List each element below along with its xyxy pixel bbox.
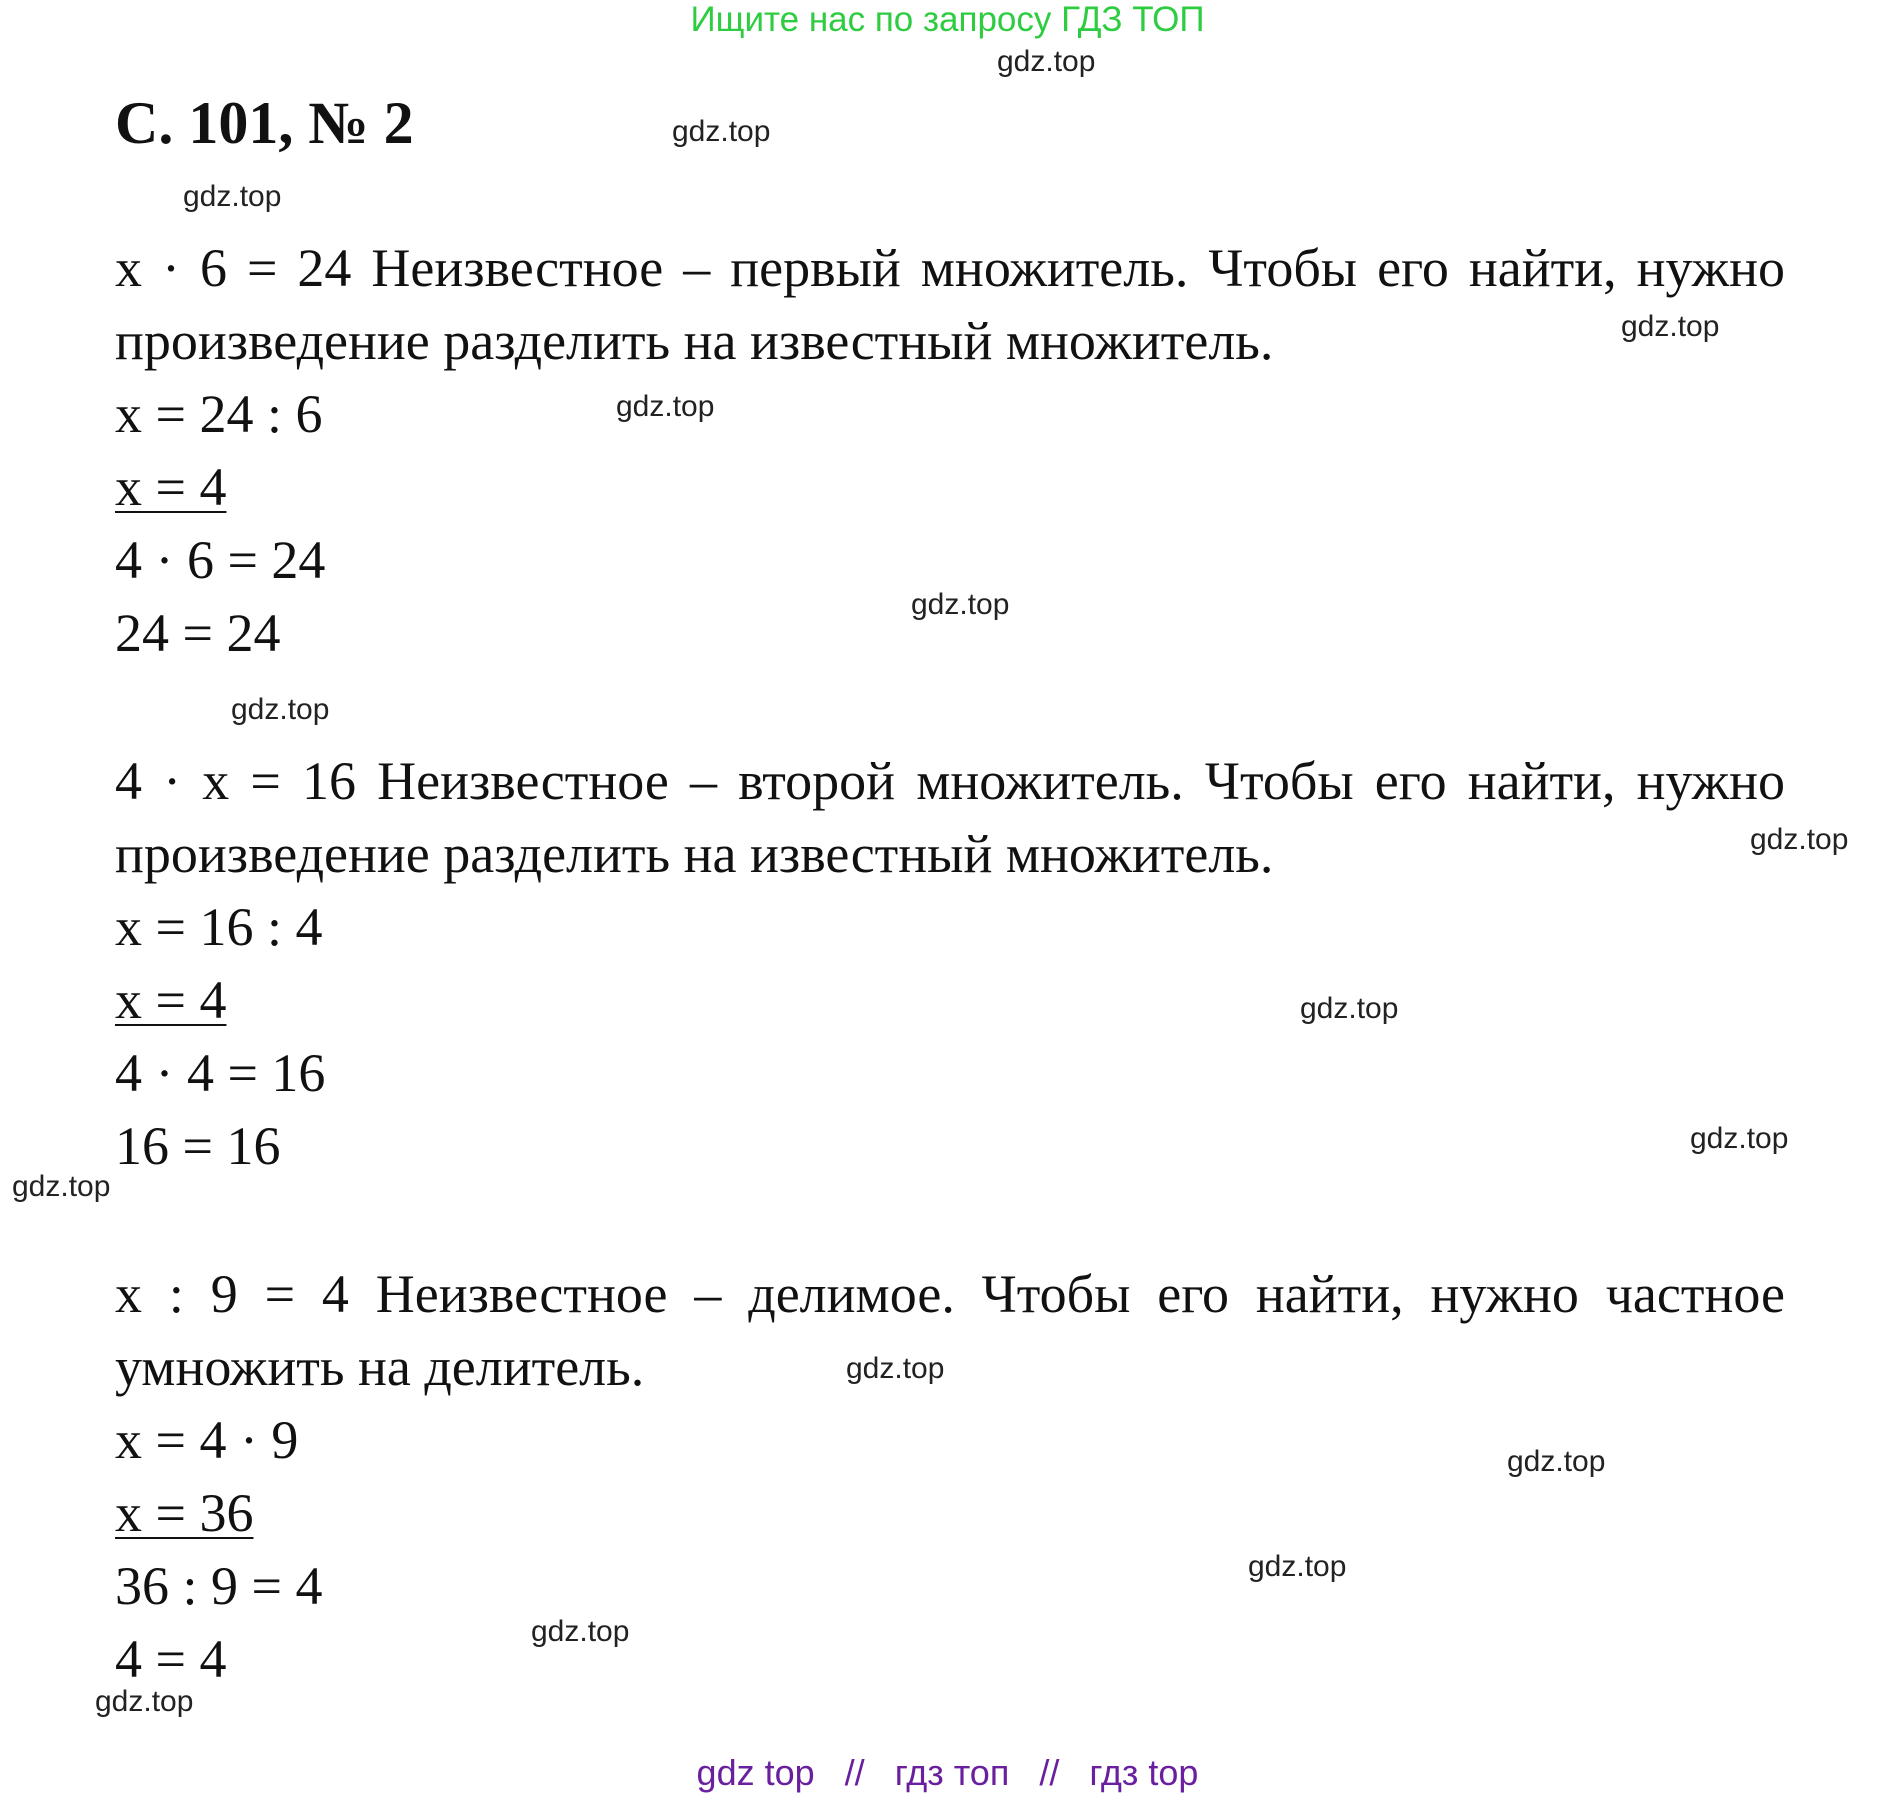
watermark: gdz.top	[672, 115, 771, 148]
watermark: gdz.top	[95, 1685, 194, 1718]
section-3-step-1: x = 4 · 9	[115, 1410, 299, 1470]
watermark: gdz.top	[616, 390, 715, 423]
section-2-check-result: 16 = 16	[115, 1116, 281, 1176]
watermark: gdz.top	[997, 45, 1096, 78]
section-2-answer: x = 4	[115, 970, 227, 1030]
section-2-step-1: x = 16 : 4	[115, 897, 323, 957]
watermark: gdz.top	[1248, 1550, 1347, 1583]
top-banner[interactable]: Ищите нас по запросу ГДЗ ТОП	[690, 0, 1205, 39]
watermark: gdz.top	[231, 693, 330, 726]
watermark: gdz.top	[846, 1352, 945, 1385]
watermark: gdz.top	[1690, 1122, 1789, 1155]
section-2-check: 4 · 4 = 16	[115, 1043, 326, 1103]
section-3-check: 36 : 9 = 4	[115, 1556, 323, 1616]
watermark: gdz.top	[183, 180, 282, 213]
footer-separator: //	[844, 1752, 865, 1793]
watermark: gdz.top	[1750, 823, 1849, 856]
watermark: gdz.top	[531, 1615, 630, 1648]
watermark: gdz.top	[1300, 992, 1399, 1025]
page-title: С. 101, № 2	[115, 90, 414, 156]
section-1-statement: x · 6 = 24 Неизвестное – первый множитель. Чтобы его найти, нужно произведение разделить на известный множитель.	[115, 238, 1785, 371]
watermark: gdz.top	[1507, 1445, 1606, 1478]
section-3-answer: x = 36	[115, 1483, 254, 1543]
section-3-check-result: 4 = 4	[115, 1629, 227, 1689]
watermark: gdz.top	[12, 1170, 111, 1203]
section-1-check: 4 · 6 = 24	[115, 530, 326, 590]
watermark: gdz.top	[911, 588, 1010, 621]
footer-links	[0, 1752, 1895, 1793]
footer-link-2[interactable]: гдз топ	[894, 1752, 1010, 1793]
section-1-check-result: 24 = 24	[115, 603, 281, 663]
footer-link-1[interactable]: gdz top	[696, 1752, 815, 1793]
footer-separator: //	[1039, 1752, 1060, 1793]
section-1-step-1: x = 24 : 6	[115, 384, 323, 444]
footer-link-3[interactable]: гдз top	[1089, 1752, 1199, 1793]
section-3-statement: x : 9 = 4 Неизвестное – делимое. Чтобы его найти, нужно частное умножить на делитель.	[115, 1264, 1785, 1397]
watermark: gdz.top	[1621, 310, 1720, 343]
section-1-answer: x = 4	[115, 457, 227, 517]
section-2-statement: 4 · x = 16 Неизвестное – второй множитель. Чтобы его найти, нужно произведение разделить на известный множитель.	[115, 751, 1785, 884]
